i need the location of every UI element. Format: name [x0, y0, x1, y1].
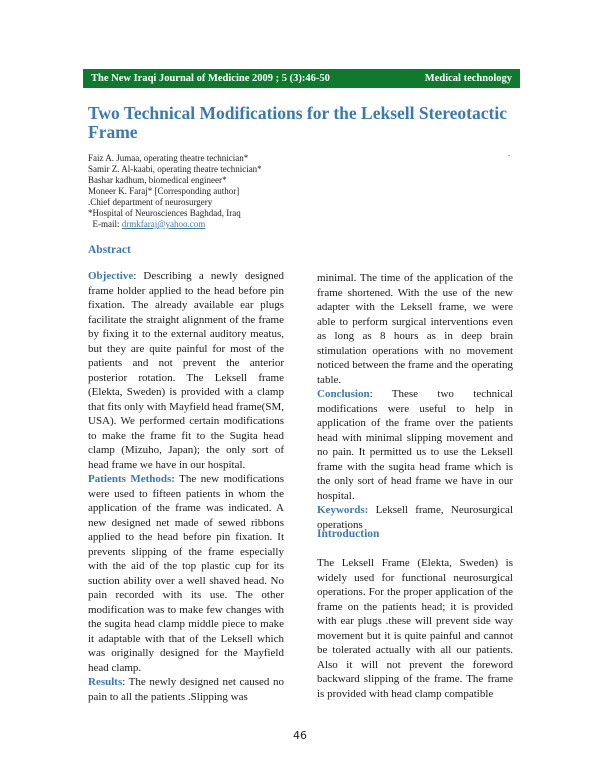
results-text: : The newly designed net caused no pain to all the patients .Slipping was: [88, 676, 284, 703]
journal-header-bar: [83, 69, 520, 88]
author-block: [88, 153, 388, 230]
keywords-text: Leksell frame, Neurosurgical operations: [317, 504, 513, 531]
abstract-column-left: [88, 269, 284, 704]
conclusion-text: : These two technical modifications were useful to help in application of the frame over the patients head with minimal slipping movement and no pain. It permitted us to use the Leksell frame with the sugita head frame which is the only sort of head frame we have in our hospital.: [317, 388, 513, 502]
methods-paragraph: [88, 472, 284, 675]
affiliation-line: *Hospital of Neurosciences Baghdad, Iraq: [88, 208, 241, 218]
affiliation-line: .Chief department of neurosurgery: [88, 197, 213, 207]
page-number: 46: [293, 729, 307, 742]
objective-text: : Describing a newly designed frame holder applied to the head before pin fixation. The already available ear plugs facilitate the straight alignment of the frame by fixing it to the external auditory meatus, but they are quite painful for most of the patients and not prevent the anterior posterior rotation. The Leksell frame (Elekta, Sweden) is provided with a clamp that fits only with Mayfield head frame(SM, USA). We performed certain modifications to make the frame fit to the Sugita head clamp (Mizuho, Japan); the only sort of head frame we have in our hospital.: [88, 270, 284, 471]
abstract-heading: Abstract: [88, 244, 131, 256]
methods-label: Patients Methods:: [88, 473, 175, 485]
email-line: [88, 219, 388, 230]
introduction-heading: Introduction: [317, 528, 380, 540]
introduction-column: [317, 556, 513, 701]
abstract-column-right: [317, 271, 513, 532]
section-label: Medical technology: [424, 73, 512, 84]
methods-text: The new modifications were used to fifteen patients in whom the application of the frame was indicated. A new designed net made of sewed ribbons applied to the head before pin fixation. It prevents slipping of the frame especially with the aid of the top plastic cup for its suction ability over a well shaved head. No pain recorded with its use. The other modification was to make few changes with the sugita head clamp middle piece to make it adaptable with that of the Leksell which was originally designed for the Mayfield head clamp.: [88, 473, 284, 674]
keywords-label: Keywords:: [317, 504, 369, 516]
author-line: Faiz A. Jumaa, operating theatre technician*: [88, 153, 249, 163]
author-line: Moneer K. Faraj* [Corresponding author]: [88, 186, 240, 196]
objective-paragraph: [88, 269, 284, 472]
conclusion-paragraph: [317, 387, 513, 503]
objective-label: Objective: [88, 270, 134, 282]
journal-citation: The New Iraqi Journal of Medicine 2009 ; 5 (3):46-50: [91, 73, 330, 84]
article-title: Two Technical Modifications for the Leksell Stereotactic Frame: [88, 103, 507, 142]
author-line: Samir Z. Al-kaabi, operating theatre technician*: [88, 164, 262, 174]
results-continued: minimal. The time of the application of the frame shortened. With the use of the new adapter with the Leksell frame, we were able to perform surgical interventions even as long as 8 hours as in deep brain stimulation operations with no movement noticed between the frame and the operating table.: [317, 272, 513, 386]
conclusion-label: Conclusion: [317, 388, 370, 400]
email-link[interactable]: drmkfaraj@yahoo.com: [121, 219, 206, 229]
results-label: Results: [88, 676, 123, 688]
stray-mark: .: [508, 148, 511, 158]
author-line: Bashar kadhum, biomedical engineer*: [88, 175, 227, 185]
results-paragraph: [88, 675, 284, 704]
email-label: E-mail:: [92, 219, 120, 229]
introduction-text: The Leksell Frame (Elekta, Sweden) is widely used for functional neurosurgical operations. For the proper application of the frame on the patients head; it is provided with ear plugs .these will prevent side way movement but it is quite painful and cannot be tolerated actually with all our patients. Also it will not prevent the foreword backward slipping of the frame. The frame is provided with head clamp compatible: [317, 557, 513, 700]
